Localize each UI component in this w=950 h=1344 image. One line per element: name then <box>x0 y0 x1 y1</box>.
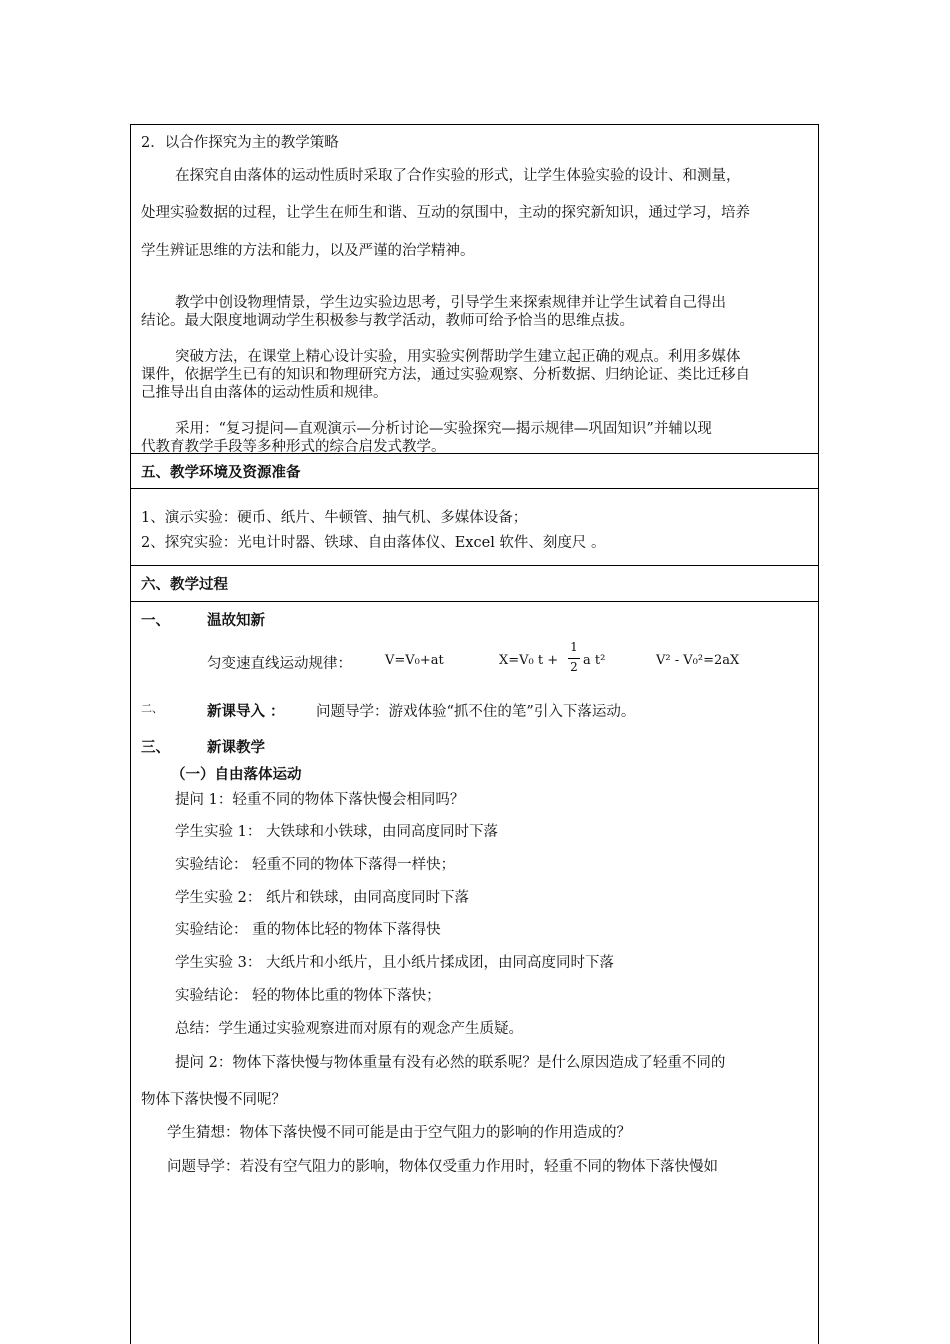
fraction-denominator: 2 <box>570 660 578 674</box>
summary: 总结：学生通过实验观察进而对原有的观念产生质疑。 <box>175 1021 523 1037</box>
part2-title: 新课导入 ： <box>207 704 285 720</box>
strategy-p4-line1: 采用：“复习提问—直观演示—分析讨论—实验探究—揭示规律—巩固知识”并辅以现 <box>175 421 712 437</box>
resource-item-2: 2、探究实验：光电计时器、铁球、自由落体仪、Excel 软件、刻度尺 。 <box>141 535 606 551</box>
section5-title-cell <box>130 453 819 488</box>
strategy-p1-line2: 处理实验数据的过程，让学生在师生和谐、互动的氛围中，主动的探究新知识，通过学习，培养 <box>141 205 750 221</box>
fraction-bar <box>568 658 580 659</box>
formula-velocity: V=V₀+at <box>385 653 444 668</box>
conclusion-1: 实验结论： 轻重不同的物体下落得一样快； <box>175 857 456 873</box>
section5-content-cell <box>130 488 819 565</box>
resource-item-1: 1、演示实验：硬币、纸片、牛顿管、抽气机、多媒体设备； <box>141 510 528 526</box>
conclusion-3: 实验结论： 轻的物体比重的物体下落快； <box>175 988 441 1004</box>
teaching-strategy-cell <box>130 124 819 453</box>
student-guess: 学生猜想：物体下落快慢不同可能是由于空气阻力的影响的作用造成的？ <box>167 1125 631 1141</box>
part1-title: 温故知新 <box>207 613 265 629</box>
formula-velocity-squared: V² - V₀²=2aX <box>656 653 740 668</box>
strategy-p2-line2: 结论。最大限度地调动学生积极参与教学活动，教师可给予恰当的思维点拔。 <box>141 313 634 329</box>
section6-title: 六、教学过程 <box>141 577 228 593</box>
part2-number: 二、 <box>141 702 163 715</box>
strategy-p3-line3: 己推导出自由落体的运动性质和规律。 <box>141 385 388 401</box>
section6-title-cell <box>130 565 819 601</box>
fraction-numerator: 1 <box>570 640 578 654</box>
subsection-free-fall: （一）自由落体运动 <box>171 767 302 783</box>
part1-number: 一、 <box>141 613 170 629</box>
document-page <box>130 124 819 1344</box>
strategy-heading: 2．以合作探究为主的教学策略 <box>141 135 339 151</box>
section5-title: 五、教学环境及资源准备 <box>141 465 301 481</box>
experiment-1: 学生实验 1： 大铁球和小铁球，由同高度同时下落 <box>175 824 498 840</box>
part3-title: 新课教学 <box>207 740 265 756</box>
problem-guide: 问题导学：若没有空气阻力的影响，物体仅受重力作用时，轻重不同的物体下落快慢如 <box>167 1159 718 1175</box>
strategy-p2-line1: 教学中创设物理情景，学生边实验边思考，引导学生来探索规律并让学生试着自己得出 <box>175 295 726 311</box>
strategy-p1-line3: 学生辨证思维的方法和能力，以及严谨的治学精神。 <box>141 243 475 259</box>
formula-label: 匀变速直线运动规律： <box>207 656 352 672</box>
question-2-line2: 物体下落快慢不同呢？ <box>141 1092 286 1108</box>
section6-content-cell <box>130 601 819 1344</box>
question-2-line1: 提问 2：物体下落快慢与物体重量有没有必然的联系呢？是什么原因造成了轻重不同的 <box>175 1055 726 1071</box>
strategy-p3-line1: 突破方法，在课堂上精心设计实验，用实验实例帮助学生建立起正确的观点。利用多媒体 <box>175 349 741 365</box>
formula-displacement-a: X=V₀ t + <box>499 653 559 668</box>
part2-text: 问题导学：游戏体验“抓不住的笔”引入下落运动。 <box>316 704 636 720</box>
strategy-p4-line2: 代教育教学手段等多种形式的综合启发式教学。 <box>141 439 446 455</box>
part3-number: 三、 <box>141 740 170 756</box>
experiment-3: 学生实验 3： 大纸片和小纸片，且小纸片揉成团，由同高度同时下落 <box>175 955 614 971</box>
strategy-p3-line2: 课件，依据学生已有的知识和物理研究方法，通过实验观察、分析数据、归纳论证、类比迁移自 <box>141 367 750 383</box>
formula-displacement-b: a t² <box>583 653 606 668</box>
strategy-p1-line1: 在探究自由落体的运动性质时采取了合作实验的形式，让学生体验实验的设计、和测量， <box>175 168 741 184</box>
experiment-2: 学生实验 2： 纸片和铁球，由同高度同时下落 <box>175 890 469 906</box>
question-1: 提问 1：轻重不同的物体下落快慢会相同吗？ <box>175 792 465 808</box>
conclusion-2: 实验结论： 重的物体比轻的物体下落得快 <box>175 922 441 938</box>
